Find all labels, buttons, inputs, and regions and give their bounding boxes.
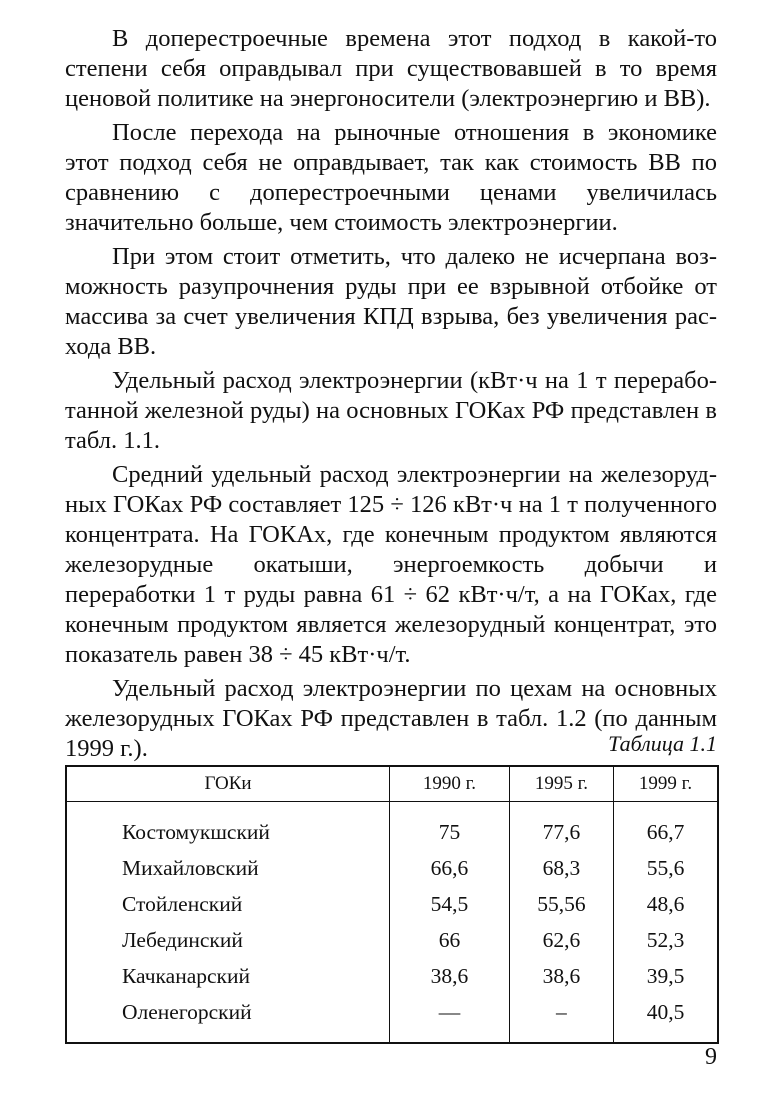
table-caption: Таблица 1.1 bbox=[608, 731, 717, 756]
table-cell: 55,56 bbox=[509, 886, 613, 922]
table-cell: – bbox=[509, 994, 613, 1043]
header-cell: 1995 г. bbox=[509, 766, 613, 802]
table-header-row bbox=[66, 766, 718, 802]
table-cell: Качканарский bbox=[66, 958, 390, 994]
page-number: 9 bbox=[705, 1044, 717, 1070]
paragraph: При этом стоит отметить, что далеко не исчерпана возможность разупрочнения руды при ее взрывной отбойке от массива за счет увеличения КПД взрыва, без увеличения расхода ВВ. bbox=[65, 243, 717, 360]
table-cell: 54,5 bbox=[390, 886, 510, 922]
table-row bbox=[66, 850, 718, 886]
table-cell: 52,3 bbox=[614, 922, 719, 958]
paragraph: Удельный расход электроэнергии по цехам на основных железорудных ГОКах РФ представлен в табл. 1.2 (по данным 1999 г.). bbox=[65, 675, 717, 762]
body-text bbox=[65, 24, 717, 768]
data-table bbox=[65, 765, 719, 1044]
table-cell: 38,6 bbox=[390, 958, 510, 994]
table-row bbox=[66, 886, 718, 922]
paragraph: Удельный расход электроэнергии (кВт·ч на 1 т переработанной железной руды) на основных ГОКах РФ представлен в табл. 1.1. bbox=[65, 367, 717, 454]
table-cell: Стойленский bbox=[66, 886, 390, 922]
table-cell: Костомукшский bbox=[66, 802, 390, 851]
table-cell: 66,7 bbox=[614, 802, 719, 851]
paragraph: Средний удельный расход электроэнергии на железорудных ГОКах РФ составляет 125 ÷ 126 кВт·ч на 1 т полученного концентрата. На ГОКАх, где конечным продуктом являются железорудные окатыши, энергоемкость добычи и переработки 1 т руды равна 61 ÷ 62 кВт·ч/т, а на ГОКах, где конечным продуктом является железорудный концентрат, это показатель равен 38 ÷ 45 кВт·ч/т. bbox=[65, 461, 717, 668]
header-cell: ГОКи bbox=[66, 766, 390, 802]
table-cell: Оленегорский bbox=[66, 994, 390, 1043]
table-cell: Лебединский bbox=[66, 922, 390, 958]
table-row bbox=[66, 802, 718, 851]
table-row bbox=[66, 922, 718, 958]
header-cell: 1999 г. bbox=[614, 766, 719, 802]
table-cell: Михайловский bbox=[66, 850, 390, 886]
table-cell: 39,5 bbox=[614, 958, 719, 994]
table-cell: 38,6 bbox=[509, 958, 613, 994]
header-cell: 1990 г. bbox=[390, 766, 510, 802]
table-cell: 48,6 bbox=[614, 886, 719, 922]
table-row bbox=[66, 994, 718, 1043]
paragraph: После перехода на рыночные отношения в экономике этот подход себя не оправдывает, так как стоимость ВВ по сравнению с доперестроечными ценами увеличилась значительно больше, чем стоимость электроэнергии. bbox=[65, 119, 717, 236]
table-row bbox=[66, 958, 718, 994]
table-cell: 68,3 bbox=[509, 850, 613, 886]
table-cell: 66 bbox=[390, 922, 510, 958]
table-cell: 75 bbox=[390, 802, 510, 851]
paragraph: В доперестроечные времена этот подход в какой-то степени себя оправдывал при существовавшей в то время ценовой политике на энергоносители (электроэнергию и ВВ). bbox=[65, 25, 717, 112]
table-cell: — bbox=[390, 994, 510, 1043]
table-cell: 55,6 bbox=[614, 850, 719, 886]
table-cell: 40,5 bbox=[614, 994, 719, 1043]
table-cell: 62,6 bbox=[509, 922, 613, 958]
table-cell: 66,6 bbox=[390, 850, 510, 886]
table-cell: 77,6 bbox=[509, 802, 613, 851]
